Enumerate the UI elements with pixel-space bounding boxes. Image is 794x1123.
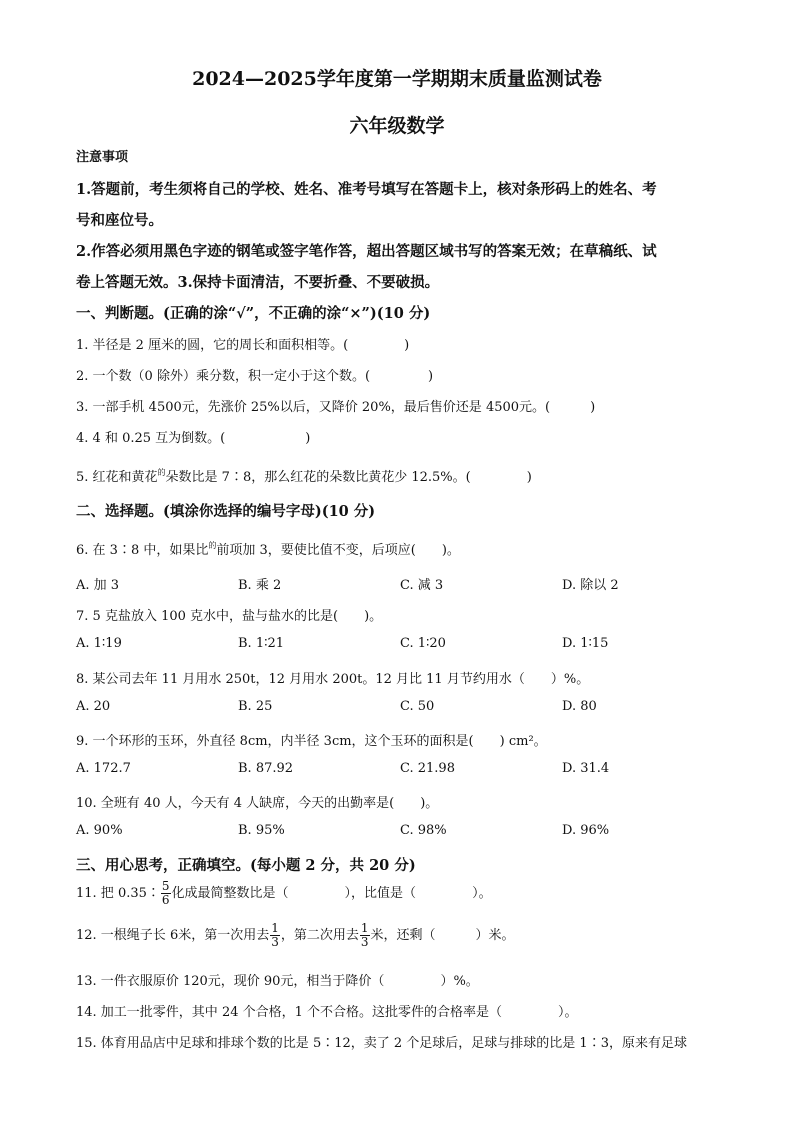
question-14-text-b: ）。 (558, 1005, 578, 1020)
q7-option-a[interactable]: A. 1∶19 (76, 636, 122, 651)
question-1 (76, 334, 409, 353)
fraction-denominator: 3 (271, 935, 279, 949)
q7-option-d[interactable]: D. 1∶15 (562, 636, 609, 651)
fraction (270, 922, 280, 949)
note-1-line-1: 1.答题前，考生须将自己的学校、姓名、准考号填写在答题卡上，核对条形码上的姓名、考 (76, 181, 657, 198)
question-15: 15. 体育用品店中足球和排球个数的比是 5∶12，卖了 2 个足球后，足球与排球的比是 1∶3，原来有足球 (76, 1036, 687, 1051)
question-5-text-b: 朵数比是 7∶8，那么红花的朵数比黄花少 12.5%。( (165, 470, 471, 485)
q7-option-b[interactable]: B. 1∶21 (238, 636, 285, 651)
q8-option-c[interactable]: C. 50 (400, 699, 435, 714)
question-6-text-a: 6. 在 3∶8 中，如果比 (76, 543, 209, 558)
q9-option-c[interactable]: C. 21.98 (400, 761, 455, 776)
question-11-text-b: 化成最简整数比是（ (171, 886, 289, 901)
question-14-text-a: 14. 加工一批零件，其中 24 个合格，1 个不合格。这批零件的合格率是（ (76, 1005, 503, 1020)
question-3-text: 3. 一部手机 4500元，先涨价 25%以后，又降价 20%，最后售价还是 4500元。( (76, 400, 551, 415)
question-5-superscript: 的 (157, 468, 166, 477)
question-13-text-b: ）%。 (440, 974, 479, 989)
q10-option-c[interactable]: C. 98% (400, 823, 447, 838)
question-12-text-d: ）米。 (475, 928, 515, 943)
question-4-text: 4. 4 和 0.25 互为倒数。( (76, 431, 226, 446)
q8-option-b[interactable]: B. 25 (238, 699, 273, 714)
fraction-numerator: 5 (161, 879, 170, 893)
close-paren: ) (428, 369, 434, 384)
fraction-numerator: 1 (360, 921, 369, 935)
question-13-text-a: 13. 一件衣服原价 120元，现价 90元，相当于降价（ (76, 974, 385, 989)
question-12-text-a: 12. 一根绳子长 6米，第一次用去 (76, 928, 270, 943)
question-5-text-a: 5. 红花和黄花 (76, 470, 158, 485)
exam-subtitle: 六年级数学 (349, 115, 445, 137)
note-1-line-2: 号和座位号。 (76, 212, 163, 229)
note-2-line-2: 卷上答题无效。3.保持卡面清洁，不要折叠、不要破损。 (76, 274, 440, 291)
question-14 (76, 1001, 578, 1020)
q9-option-d[interactable]: D. 31.4 (562, 761, 610, 776)
q8-option-a[interactable]: A. 20 (76, 699, 111, 714)
question-1-text: 1. 半径是 2 厘米的圆，它的周长和面积相等。( (76, 338, 349, 353)
question-2 (76, 365, 433, 384)
fraction (360, 922, 370, 949)
question-7: 7. 5 克盐放入 100 克水中，盐与盐水的比是( )。 (76, 609, 383, 624)
q8-option-d[interactable]: D. 80 (562, 699, 597, 714)
question-2-text: 2. 一个数（0 除外）乘分数，积一定小于这个数。( (76, 369, 371, 384)
question-6-text-b: 前项加 3，要使比值不变，后项应( )。 (216, 543, 460, 558)
question-9: 9. 一个环形的玉环，外直径 8cm，内半径 3cm，这个玉环的面积是( ) cm²。 (76, 734, 547, 749)
q10-option-d[interactable]: D. 96% (562, 823, 610, 838)
close-paren: ) (590, 400, 596, 415)
question-11-text-c: ），比值是（ (344, 886, 417, 901)
close-paren: ) (305, 431, 311, 446)
question-13 (76, 970, 479, 989)
question-11-text-a: 11. 把 0.35∶ (76, 886, 160, 901)
q7-option-c[interactable]: C. 1∶20 (400, 636, 446, 651)
exam-title: 2024—2025学年度第一学期期末质量监测试卷 (192, 68, 602, 90)
question-11-text-d: ）。 (472, 886, 492, 901)
question-12-text-c: 米，还剩（ (370, 928, 436, 943)
fraction (161, 880, 171, 907)
question-11 (76, 880, 492, 907)
close-paren: ) (526, 470, 532, 485)
question-6 (76, 539, 460, 558)
q6-option-d[interactable]: D. 除以 2 (562, 578, 619, 593)
close-paren: ) (404, 338, 410, 353)
question-8: 8. 某公司去年 11 月用水 250t，12 月用水 200t。12 月比 11 月节约用水（ ）%。 (76, 672, 590, 687)
q10-option-b[interactable]: B. 95% (238, 823, 285, 838)
question-5 (76, 466, 532, 485)
q6-option-b[interactable]: B. 乘 2 (238, 578, 282, 593)
question-4 (76, 427, 310, 446)
question-6-superscript: 的 (208, 541, 217, 550)
section-3-heading: 三、用心思考，正确填空。(每小题 2 分，共 20 分) (76, 857, 416, 874)
q9-option-a[interactable]: A. 172.7 (76, 761, 131, 776)
q6-option-a[interactable]: A. 加 3 (76, 578, 120, 593)
question-12 (76, 922, 515, 949)
fraction-denominator: 3 (360, 935, 369, 949)
notes-heading: 注意事项 (76, 150, 129, 165)
question-10: 10. 全班有 40 人，今天有 4 人缺席，今天的出勤率是( )。 (76, 796, 439, 811)
fraction-denominator: 6 (161, 893, 170, 907)
question-3 (76, 396, 595, 415)
note-2-line-1: 2.作答必须用黑色字迹的钢笔或签字笔作答，超出答题区域书写的答案无效；在草稿纸、试 (76, 243, 657, 260)
section-2-heading: 二、选择题。(填涂你选择的编号字母)(10 分) (76, 503, 376, 520)
fraction-numerator: 1 (271, 921, 279, 935)
section-1-heading: 一、判断题。(正确的涂“√”，不正确的涂“×”)(10 分) (76, 305, 431, 322)
q10-option-a[interactable]: A. 90% (76, 823, 123, 838)
question-12-text-b: ，第二次用去 (280, 928, 359, 943)
q6-option-c[interactable]: C. 减 3 (400, 578, 444, 593)
q9-option-b[interactable]: B. 87.92 (238, 761, 294, 776)
